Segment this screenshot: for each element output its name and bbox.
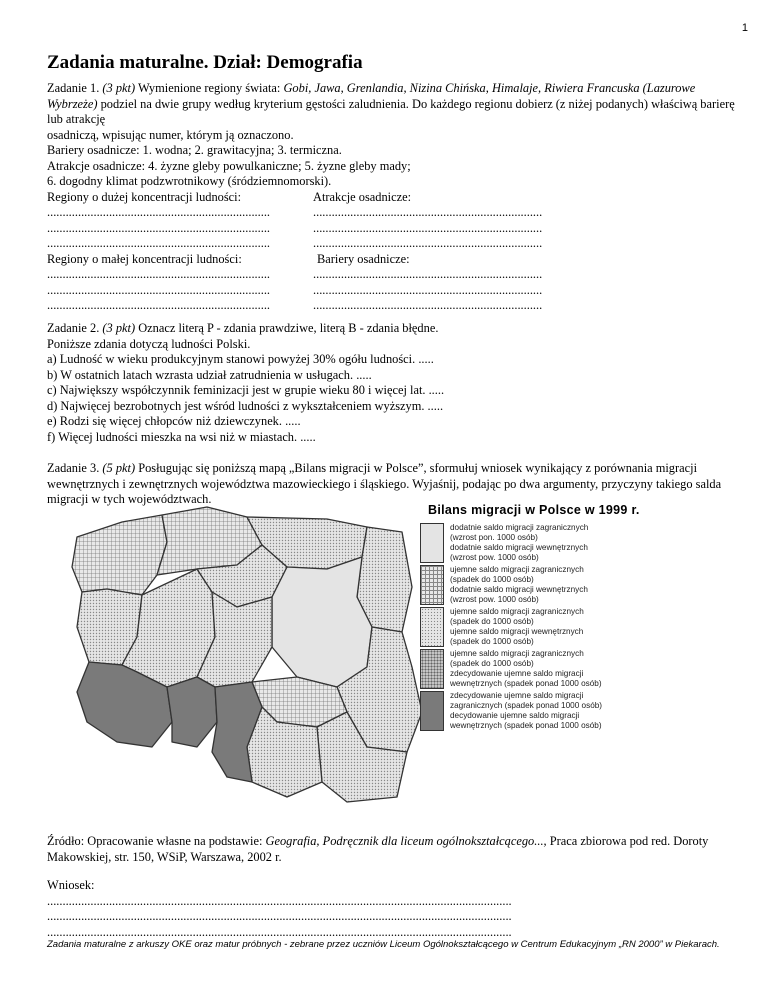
page-title: Zadania maturalne. Dział: Demografia — [47, 52, 363, 73]
answer-line[interactable]: ........................................................................ .......................................................................... — [47, 236, 543, 250]
legend-item: ujemne saldo migracji zagranicznych (spadek do 1000 osób) zdecydowanie ujemne saldo migracji wewnętrznych (spadek ponad 1000 osób) — [420, 649, 680, 689]
task-1-points: (3 pkt) — [102, 81, 136, 95]
answer-line[interactable]: ........................................................................ .......................................................................... — [47, 220, 543, 235]
answer-line[interactable]: ........................................................................ .......................................................................... — [47, 267, 543, 281]
map-legend — [420, 503, 680, 733]
region-opolskie — [167, 677, 217, 747]
legend-item: dodatnie saldo migracji zagranicznych (wzrost pon. 1000 osób) dodatnie saldo migracji wewnętrznych (wzrost pow. 1000 osób) — [420, 523, 680, 563]
legend-swatch — [420, 649, 444, 689]
task-2: Zadanie 2. (3 pkt) Oznacz literą P - zdania prawdziwe, literą B - zdania błędne. Poniższe zdania dotyczą ludności Polski. a) Ludność w wieku produkcyjnym stanowi powyżej 30% ogółu ludności. ..... b) W ostatnich latach wzrasta udział zatrudnienia w usługach. ..... c) Największy współczynnik feminizacji jest w grupie wieku 80 i więcej lat. ..... d) Najwięcej bezrobotnych jest wśród ludności z wykształceniem wyższym. ..... e) Rodzi się więcej chłopców niż dziewczynek. ..... f) Więcej ludności mieszka na wsi niż w miastach. ..... — [47, 321, 737, 445]
page-number: 1 — [741, 22, 748, 34]
answer-line[interactable]: ........................................................................ .......................................................................... — [47, 282, 543, 297]
legend-swatch — [420, 691, 444, 731]
statement-d: d) Najwięcej bezrobotnych jest wśród ludności z wykształceniem wyższym. ..... — [47, 398, 444, 413]
answer-line[interactable]: ........................................................................ .......................................................................... — [47, 298, 543, 312]
task-1-regions: Gobi, Jawa, Grenlandia, Nizina Chińska, Himalaje, Riwiera Francuska (Lazurowe Wybrzeże) — [47, 81, 696, 111]
statement-b: b) W ostatnich latach wzrasta udział zatrudnienia w usługach. ..... — [47, 367, 372, 382]
conclusion — [47, 878, 737, 940]
answer-line[interactable]: ...................................................................................................................................................... — [47, 909, 512, 923]
task-3: Zadanie 3. (5 pkt) Posługując się poniższą mapą „Bilans migracji w Polsce”, sformułuj wniosek wynikający z porównania migracji wewnętrznych i zewnętrznych województwa mazowieckiego i śląskiego. Wyjaśnij, podając po dwa argumenty, przyczyny takiego salda migracji w tych województwach. — [47, 461, 722, 506]
answer-line[interactable]: ........................................................................ .......................................................................... — [47, 205, 543, 219]
statement-e: e) Rodzi się więcej chłopców niż dziewczynek. ..... — [47, 414, 301, 428]
statement-a: a) Ludność w wieku produkcyjnym stanowi powyżej 30% ogółu ludności. ..... — [47, 352, 434, 366]
answer-line[interactable]: ...................................................................................................................................................... — [47, 924, 512, 939]
legend-swatch — [420, 523, 444, 563]
legend-swatch — [420, 565, 444, 605]
statement-f: f) Więcej ludności mieszka na wsi niż w miastach. ..... — [47, 429, 316, 444]
page-footer: Zadania maturalne z arkuszy OKE oraz matur próbnych - zebrane przez uczniów Liceum Ogólnokształcącego w Centrum Edukacyjnym „RN 2000” w Piekarach. — [47, 939, 720, 950]
legend-item: ujemne saldo migracji zagranicznych (spadek do 1000 osób) ujemne saldo migracji wewnętrznych (spadek do 1000 osób) — [420, 607, 680, 647]
statement-c: c) Największy współczynnik feminizacji jest w grupie wieku 80 i więcej lat. ..... — [47, 383, 445, 397]
legend-swatch — [420, 607, 444, 647]
source-note: Źródło: Opracowanie własne na podstawie: Geografia, Podręcznik dla liceum ogólnokształcącego..., Praca zbiorowa pod red. Doroty Makowskiej, str. 150, WSiP, Warszawa, 2002 r. — [47, 834, 709, 864]
map-title: Bilans migracji w Polsce w 1999 r. — [428, 503, 640, 517]
region-mazowieckie — [272, 557, 372, 687]
task-1: Zadanie 1. (3 pkt) Wymienione regiony świata: Gobi, Jawa, Grenlandia, Nizina Chińska, Himalaje, Riwiera Francuska (Lazurowe Wybrzeże) podziel na dwie grupy według kryterium gęstości zaludnienia. Do każdego regionu dobierz (z niżej podanych) właściwą barierę lub atrakcję osadniczą, wpisując numer, którym ją oznaczono. Bariery osadnicze: 1. wodna; 2. grawitacyjna; 3. termiczna. Atrakcje osadnicze: 4. żyzne gleby powulkaniczne; 5. żyzne gleby mady; 6. dogodny klimat podzwrotnikowy (śródziemnomorski). Regiony o dużej koncentracji ludności: Atrakcje osadnicze: ........................................................................ .......................................................................... ........................................................................ .......................................................................... ........................................................................ .......................................................................... Regiony o małej koncentracji ludności: Bariery osadnicze: ........................................................................ .......................................................................... ........................................................................ .......................................................................... ........................................................................ .......................................................................... — [47, 81, 737, 314]
task-1-label: Zadanie 1. — [47, 81, 100, 95]
legend-item: zdecydowanie ujemne saldo migracji zagranicznych (spadek ponad 1000 osób) decydowanie ujemne saldo migracji wewnętrznych (spadek ponad 1000 osób) — [420, 691, 680, 731]
legend-item: ujemne saldo migracji zagranicznych (spadek do 1000 osób) dodatnie saldo migracji wewnętrznych (wzrost pow. 1000 osób) — [420, 565, 680, 605]
answer-line[interactable]: ...................................................................................................................................................... — [47, 893, 512, 908]
region-zachodniopomorskie — [72, 515, 167, 595]
conclusion-label: Wniosek: — [47, 878, 95, 892]
